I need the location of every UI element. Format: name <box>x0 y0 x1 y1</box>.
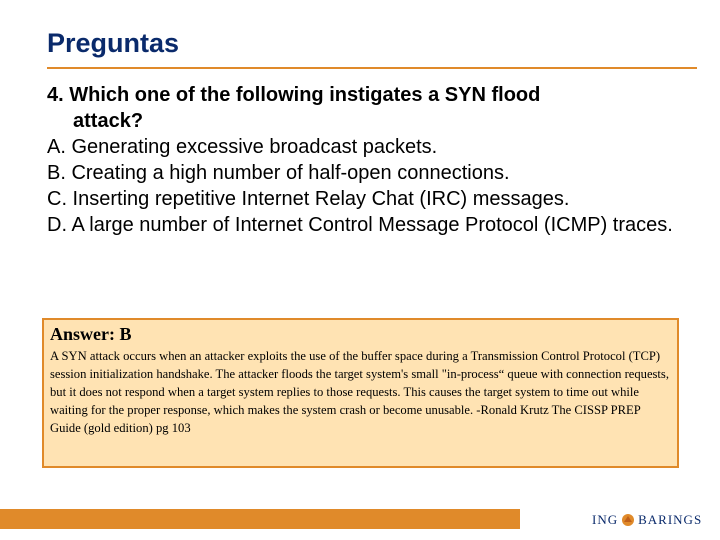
option-d: D. A large number of Internet Control Message Protocol (ICMP) traces. <box>47 214 673 236</box>
ing-barings-logo <box>592 510 702 530</box>
question-stem-line1: 4. Which one of the following instigates a SYN flood <box>47 84 541 106</box>
question-block <box>47 82 697 238</box>
logo-text-right: BARINGS <box>638 512 703 527</box>
slide-title: Preguntas <box>47 28 180 58</box>
answer-explanation: A SYN attack occurs when an attacker exploits the use of the buffer space during a Transmission Control Protocol (TCP) session initialization handshake. The attacker floods the target system's small "in-process“ queue with connection requests, but it does not respond when a target system replies to those requests. This causes the target system to time out while waiting for the proper response, which makes the system crash or become unusable. -Ronald Krutz The CISSP PREP Guide (gold edition) pg 103 <box>50 349 669 435</box>
logo-text-left: ING <box>592 512 619 527</box>
title-divider <box>47 67 697 69</box>
option-a: A. Generating excessive broadcast packets. <box>47 136 438 158</box>
option-b: B. Creating a high number of half-open connections. <box>47 162 510 184</box>
option-c: C. Inserting repetitive Internet Relay Chat (IRC) messages. <box>47 188 570 210</box>
question-stem-line2: attack? <box>73 110 144 132</box>
answer-box <box>42 318 679 468</box>
lion-icon <box>620 512 636 528</box>
answer-title: Answer: B <box>50 324 132 344</box>
footer-bar <box>0 509 520 529</box>
question-stem <box>47 82 697 134</box>
